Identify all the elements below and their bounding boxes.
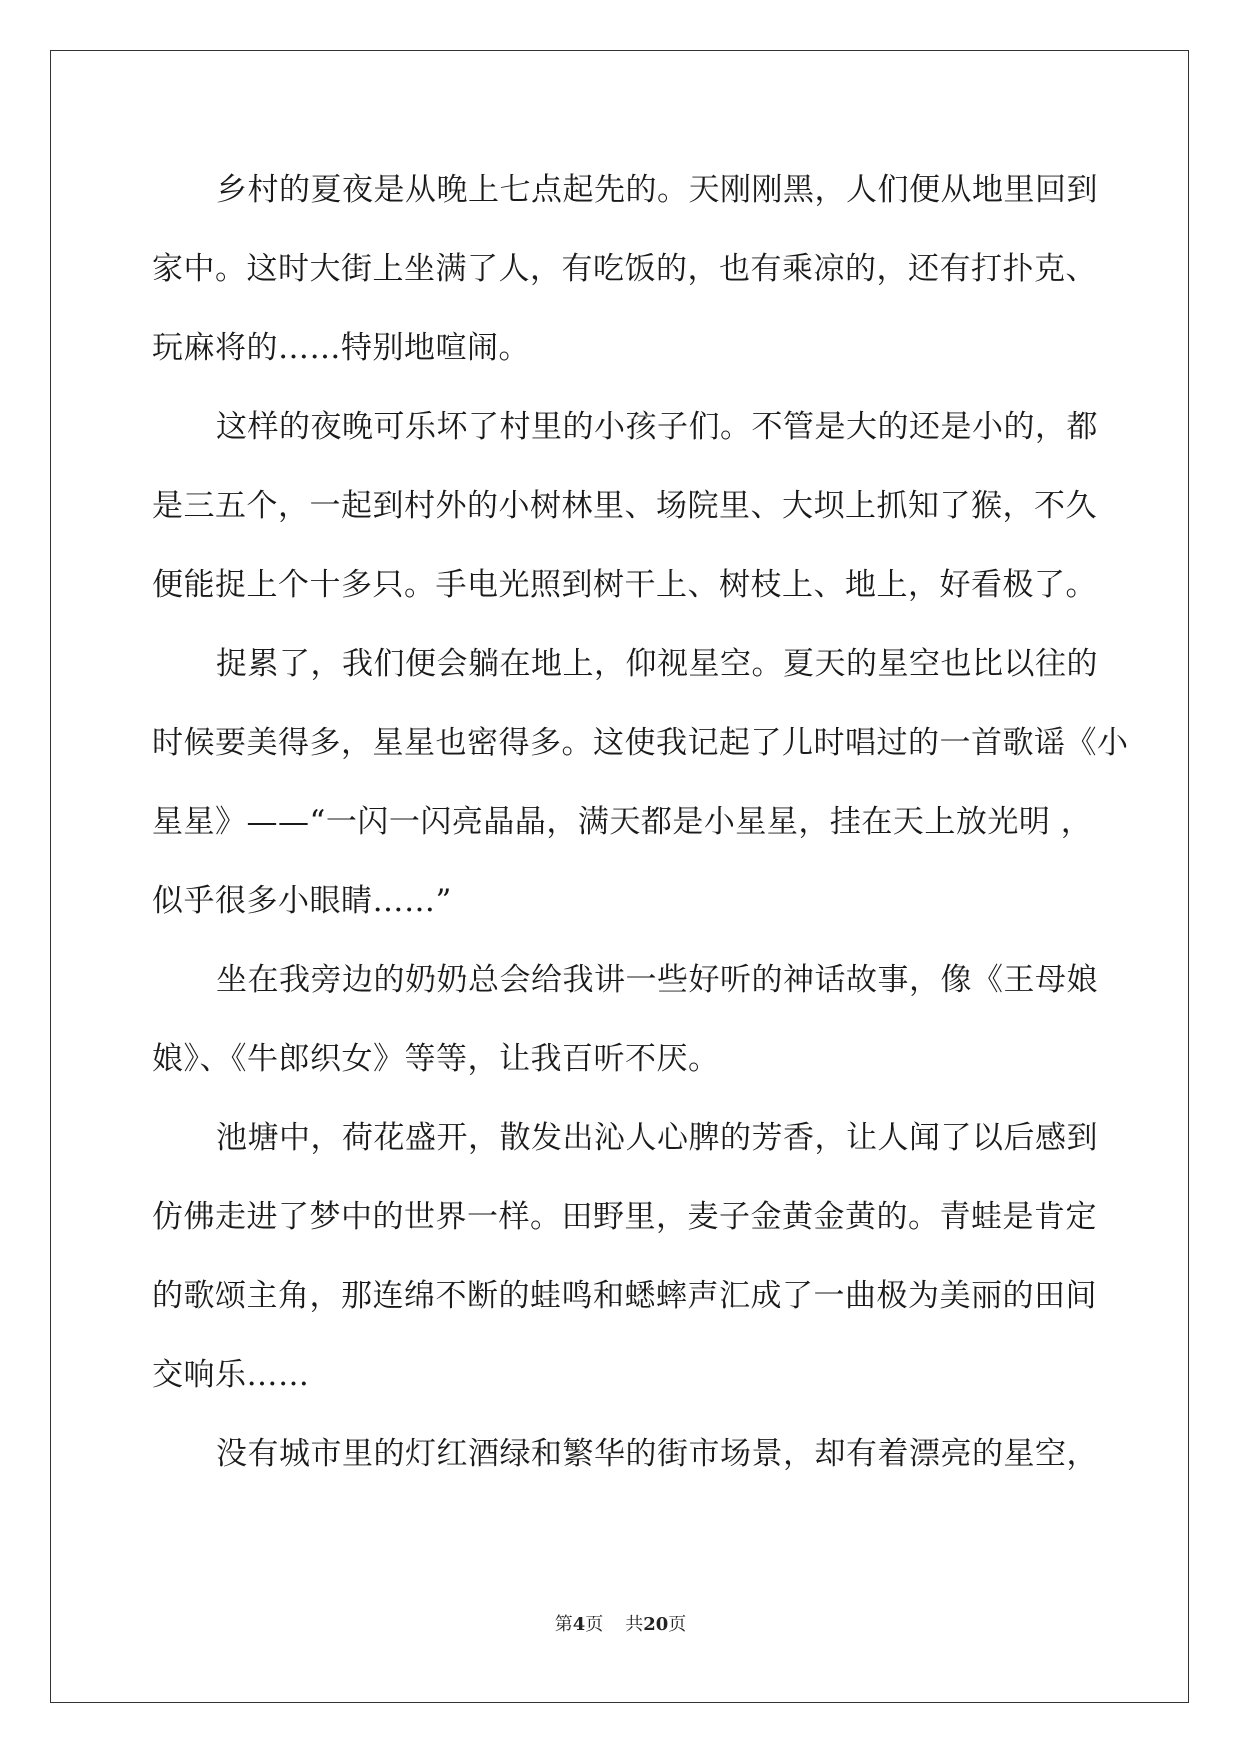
footer-total-suffix: 页 xyxy=(668,1614,687,1635)
current-page-number: 4 xyxy=(572,1614,586,1635)
text-line: 玩麻将的……特别地喧闹。 xyxy=(152,330,530,366)
text-line: 这样的夜晚可乐坏了村里的小孩子们。不管是大的还是小的，都 xyxy=(216,409,1098,445)
text-line: 家中。这时大街上坐满了人，有吃饭的，也有乘凉的，还有打扑克、 xyxy=(152,251,1097,287)
text-line: 交响乐…… xyxy=(152,1357,310,1393)
text-line: 星星》——“一闪一闪亮晶晶，满天都是小星星，挂在天上放光明 ， xyxy=(152,804,1093,840)
text-line: 娘》、《牛郎织女》等等，让我百听不厌。 xyxy=(152,1041,720,1077)
text-line: 似乎很多小眼睛……” xyxy=(152,883,452,919)
text-line: 坐在我旁边的奶奶总会给我讲一些好听的神话故事，像《王母娘 xyxy=(216,962,1098,998)
footer-prefix: 第 xyxy=(554,1614,573,1635)
text-line: 没有城市里的灯红酒绿和繁华的街市场景，却有着漂亮的星空， xyxy=(216,1436,1098,1472)
page-footer xyxy=(0,1610,1241,1636)
text-line: 时候要美得多，星星也密得多。这使我记起了儿时唱过的一首歌谣《小 xyxy=(152,725,1129,761)
text-line: 捉累了，我们便会躺在地上，仰视星空。夏天的星空也比以往的 xyxy=(216,646,1098,682)
text-line: 的歌颂主角，那连绵不断的蛙鸣和蟋蟀声汇成了一曲极为美丽的田间 xyxy=(152,1278,1097,1314)
footer-total-prefix: 共 xyxy=(625,1614,644,1635)
footer-page-suffix: 页 xyxy=(585,1614,604,1635)
text-line: 便能捉上个十多只。手电光照到树干上、树枝上、地上，好看极了。 xyxy=(152,567,1097,603)
text-line: 池塘中，荷花盛开，散发出沁人心脾的芳香，让人闻了以后感到 xyxy=(216,1120,1098,1156)
text-line: 是三五个，一起到村外的小树林里、场院里、大坝上抓知了猴，不久 xyxy=(152,488,1097,524)
document-body xyxy=(152,160,1129,1503)
total-page-number: 20 xyxy=(643,1614,669,1635)
text-line: 乡村的夏夜是从晚上七点起先的。天刚刚黑，人们便从地里回到 xyxy=(216,172,1098,208)
text-line: 仿佛走进了梦中的世界一样。田野里，麦子金黄金黄的。青蛙是肯定 xyxy=(152,1199,1097,1235)
